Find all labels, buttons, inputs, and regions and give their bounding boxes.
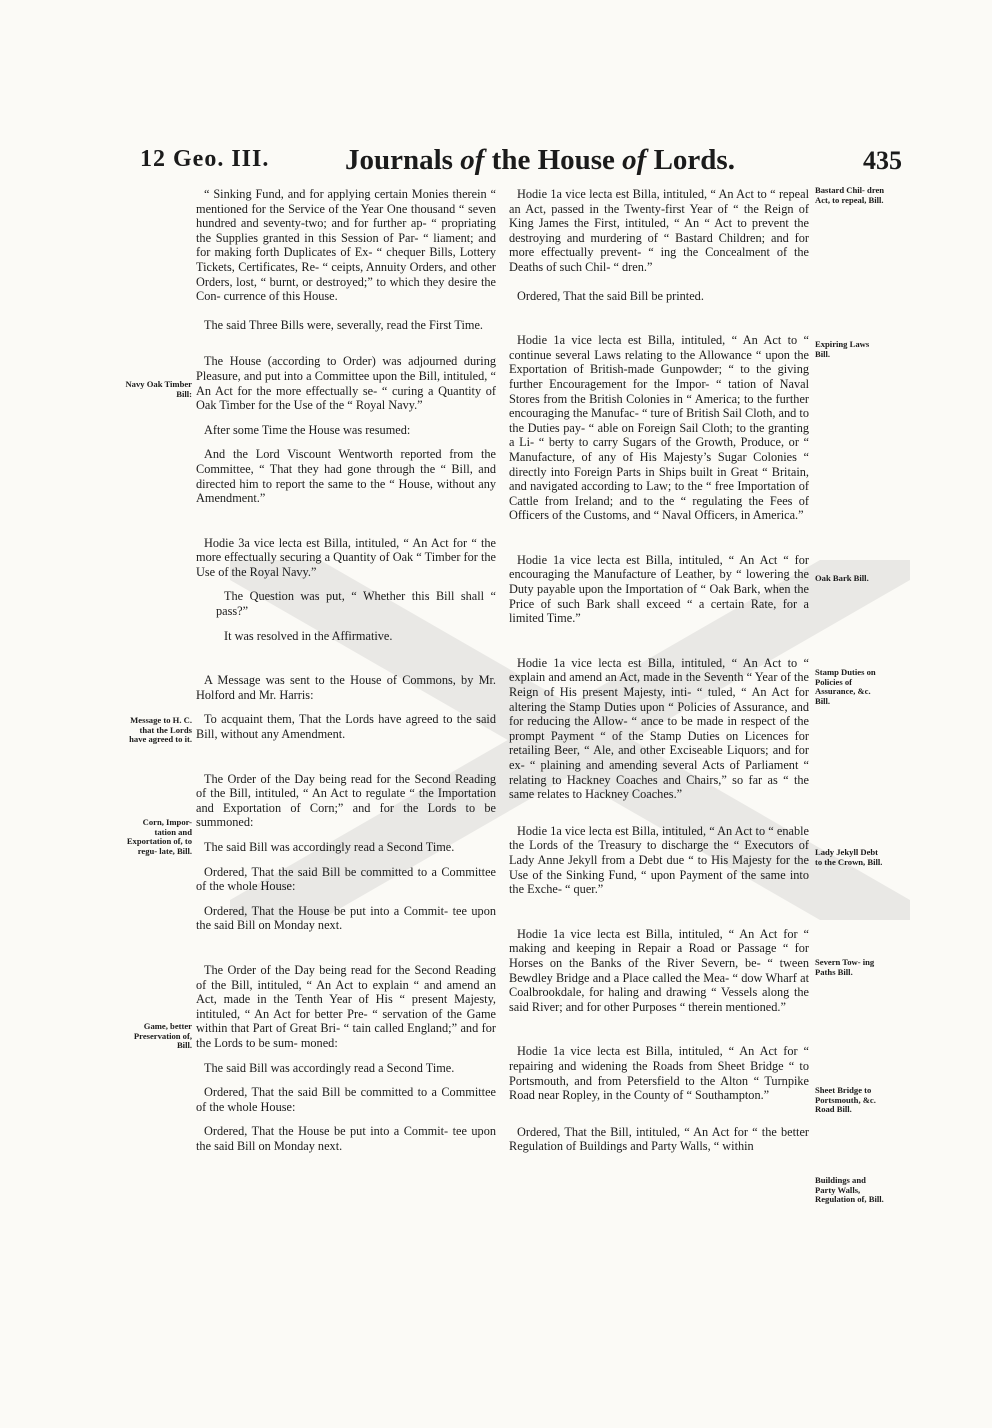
margin-note: Expiring Laws Bill.	[815, 339, 870, 359]
paragraph: Ordered, That the said Bill be committed to a Committee of the whole House:	[196, 864, 496, 894]
margin-note: Sheet Bridge to Portsmouth, &c. Road Bill.	[815, 1085, 876, 1115]
paragraph: Ordered, That the said Bill be printed.	[517, 288, 704, 303]
paragraph: It was resolved in the Affirmative.	[224, 628, 393, 643]
journal-title: Journals of the House of Lords.	[345, 144, 735, 176]
margin-note: Message to H. C. that the Lords have agreed to it.	[129, 715, 192, 745]
margin-note: Corn, Impor- tation and Exportation of, to regu- late, Bill.	[126, 817, 192, 856]
margin-note: Severn Tow- ing Paths Bill.	[815, 957, 875, 977]
paragraph: The Question was put, “ Whether this Bill shall “ pass?”	[216, 589, 496, 619]
margin-note: Bastard Chil- dren Act, to repeal, Bill.	[815, 185, 885, 205]
paragraph: The Order of the Day being read for the Second Reading of the Bill, intituled, “ An Act to explain “ and amend an Act, made in the Tenth Year of His “ present Majesty, intituled, “ An Act for better Pre- “ servation of the Game within that Part of Great Bri- “ tain called England;” and for the Lords to be sum- moned:	[196, 962, 496, 1050]
paragraph: Hodie 1a vice lecta est Billa, intituled, “ An Act to “ explain and amend an Act, made in the Seventh “ Year of the Reign of His present Majesty, inti- “ tuled, “ An Act for altering the Stamp Duties upon “ Policies of Assurance, and for reducing the Allow- “ ance to be made in respect of the prompt Payment “ of the Stamp Duties on Licences for retailing Beer, “ Ale, and other Exciseable Liquors; and for ex- “ plaining and amending several Acts of Parliament “ relating to Hackney Coaches and Chairs,” so far as “ the same relates to Hackney Coaches.”	[509, 655, 809, 802]
margin-note: Oak Bark Bill.	[815, 573, 869, 583]
paragraph: Hodie 1a vice lecta est Billa, intituled, “ An Act “ for encouraging the Manufacture of Leather, by “ lowering the Duty payable upon the Importation of “ Oak Bark, when the Price of such Bark shall exceed “ a certain Rate, for a limited Time.”	[509, 552, 809, 626]
paragraph: Hodie 1a vice lecta est Billa, intituled, “ An Act for “ repairing and widening the Roads from Sheet Bridge “ to Portsmouth, and from Petersfield to the Alton “ Turnpike Road near Ropley, in the County of “ Southampton.”	[509, 1044, 809, 1103]
paragraph: Hodie 1a vice lecta est Billa, intituled, “ An Act to “ continue several Laws relating to the Allowance “ upon the Exportation of British-made Gunpowder; “ to the giving further Encouragement for the Impor- “ tation of Naval Stores from the British Colonies in “ America; to the further encouraging the Manufac- “ ture of British Sail Cloth, and to the Duties pay- “ able on Foreign Sail Cloth; to the granting a Li- “ berty to carry Sugars of the Growth, Produce, or “ Manufacture, of any of His Majesty’s Sugar Colonies “ directly into Foreign Parts in Ships built in Great “ Britain, and navigated according to Law; to the “ free Importation of Cattle from Ireland; and to the “ regulating the Fees of Officers of the Customs, and “ Naval Officers, in America.”	[509, 333, 809, 523]
margin-note: Navy Oak Timber Bill:	[125, 379, 192, 399]
left-column	[196, 187, 496, 1154]
paragraph: Ordered, That the Bill, intituled, “ An Act for “ the better Regulation of Buildings and Party Walls, “ within	[509, 1124, 809, 1154]
margin-note: Stamp Duties on Policies of Assurance, &c. Bill.	[815, 667, 876, 706]
paragraph: The Order of the Day being read for the Second Reading of the Bill, intituled, “ An Act to regulate “ the Importation and Exportation of Corn;” and for the Lords to be summoned:	[196, 771, 496, 830]
paragraph: Hodie 1a vice lecta est Billa, intituled, “ An Act to “ repeal an Act, passed in the Twenty-first Year of “ the Reign of King James the First, intituled, “ An “ Act to prevent the destroying and murdering of “ Bastard Children; and for more effectually prevent- “ ing the Concealment of the Deaths of such Chil- “ dren.”	[509, 187, 809, 274]
paragraph: To acquaint them, That the Lords have agreed to the said Bill, without any Amendment.	[196, 712, 496, 742]
paragraph: Hodie 1a vice lecta est Billa, intituled, “ An Act to “ enable the Lords of the Treasury to discharge the “ Executors of Lady Anne Jekyll from a Debt due “ to His Majesty for the Use of the Sinking Fund, “ upon Payment of the same into the Exche- “ quer.”	[509, 823, 809, 897]
page-number: 435	[863, 146, 902, 175]
paragraph: The House (according to Order) was adjourned during Pleasure, and put into a Committee upon the Bill, intituled, “ An Act for the more effectually se- “ curing a Quantity of Oak Timber for the Use of the “ Royal Navy.”	[196, 354, 496, 413]
paragraph: The said Bill was accordingly read a Second Time.	[204, 840, 455, 854]
paragraph: “ Sinking Fund, and for applying certain Monies therein “ mentioned for the Service of the Year One thousand “ seven hundred and seventy-two; and for further ap- “ propriating the Supplies granted in this Session of Par- “ liament; and for making forth Duplicates of Ex- “ chequer Bills, Lottery Tickets, Certificates, Re- “ ceipts, Annuity Orders, and other Orders, lost, “ burnt, or destroyed;” to which they desire the Con- currence of this House.	[196, 187, 496, 304]
right-column	[509, 187, 809, 1154]
paragraph: A Message was sent to the House of Commons, by Mr. Holford and Mr. Harris:	[196, 673, 496, 702]
paragraph: Ordered, That the said Bill be committed to a Committee of the whole House:	[196, 1085, 496, 1114]
regnal-year: 12 Geo. III.	[140, 146, 270, 172]
paragraph: Ordered, That the House be put into a Commit- tee upon the said Bill on Monday next.	[196, 903, 496, 933]
margin-note: Buildings and Party Walls, Regulation of, Bill.	[815, 1175, 884, 1205]
paragraph: The said Bill was accordingly read a Second Time.	[204, 1060, 455, 1075]
margin-note: Game, better Preservation of, Bill.	[133, 1021, 192, 1051]
paragraph: Hodie 1a vice lecta est Billa, intituled, “ An Act for “ making and keeping in Repair a Road or Passage “ for Horses on the Banks of the River Severn, be- “ tween Bewdley Bridge and a Place called the Mea- “ dow Wharf at Coalbrookdale, for haling and drawing “ Vessels along the said River; and for other Purposes “ therein mentioned.”	[509, 926, 809, 1014]
margin-note: Lady Jekyll Debt to the Crown, Bill.	[815, 847, 883, 867]
running-head	[140, 146, 900, 186]
paragraph: After some Time the House was resumed:	[204, 422, 411, 437]
paragraph: Ordered, That the House be put into a Commit- tee upon the said Bill on Monday next.	[196, 1124, 496, 1153]
paragraph: And the Lord Viscount Wentworth reported from the Committee, “ That they had gone through the “ Bill, and directed him to report the same to the “ House, without any Amendment.”	[196, 447, 496, 506]
paragraph: The said Three Bills were, severally, read the First Time.	[204, 317, 484, 332]
paragraph: Hodie 3a vice lecta est Billa, intituled, “ An Act for “ the more effectually securing a Quantity of Oak “ Timber for the Use of the Royal Navy.”	[196, 535, 496, 579]
